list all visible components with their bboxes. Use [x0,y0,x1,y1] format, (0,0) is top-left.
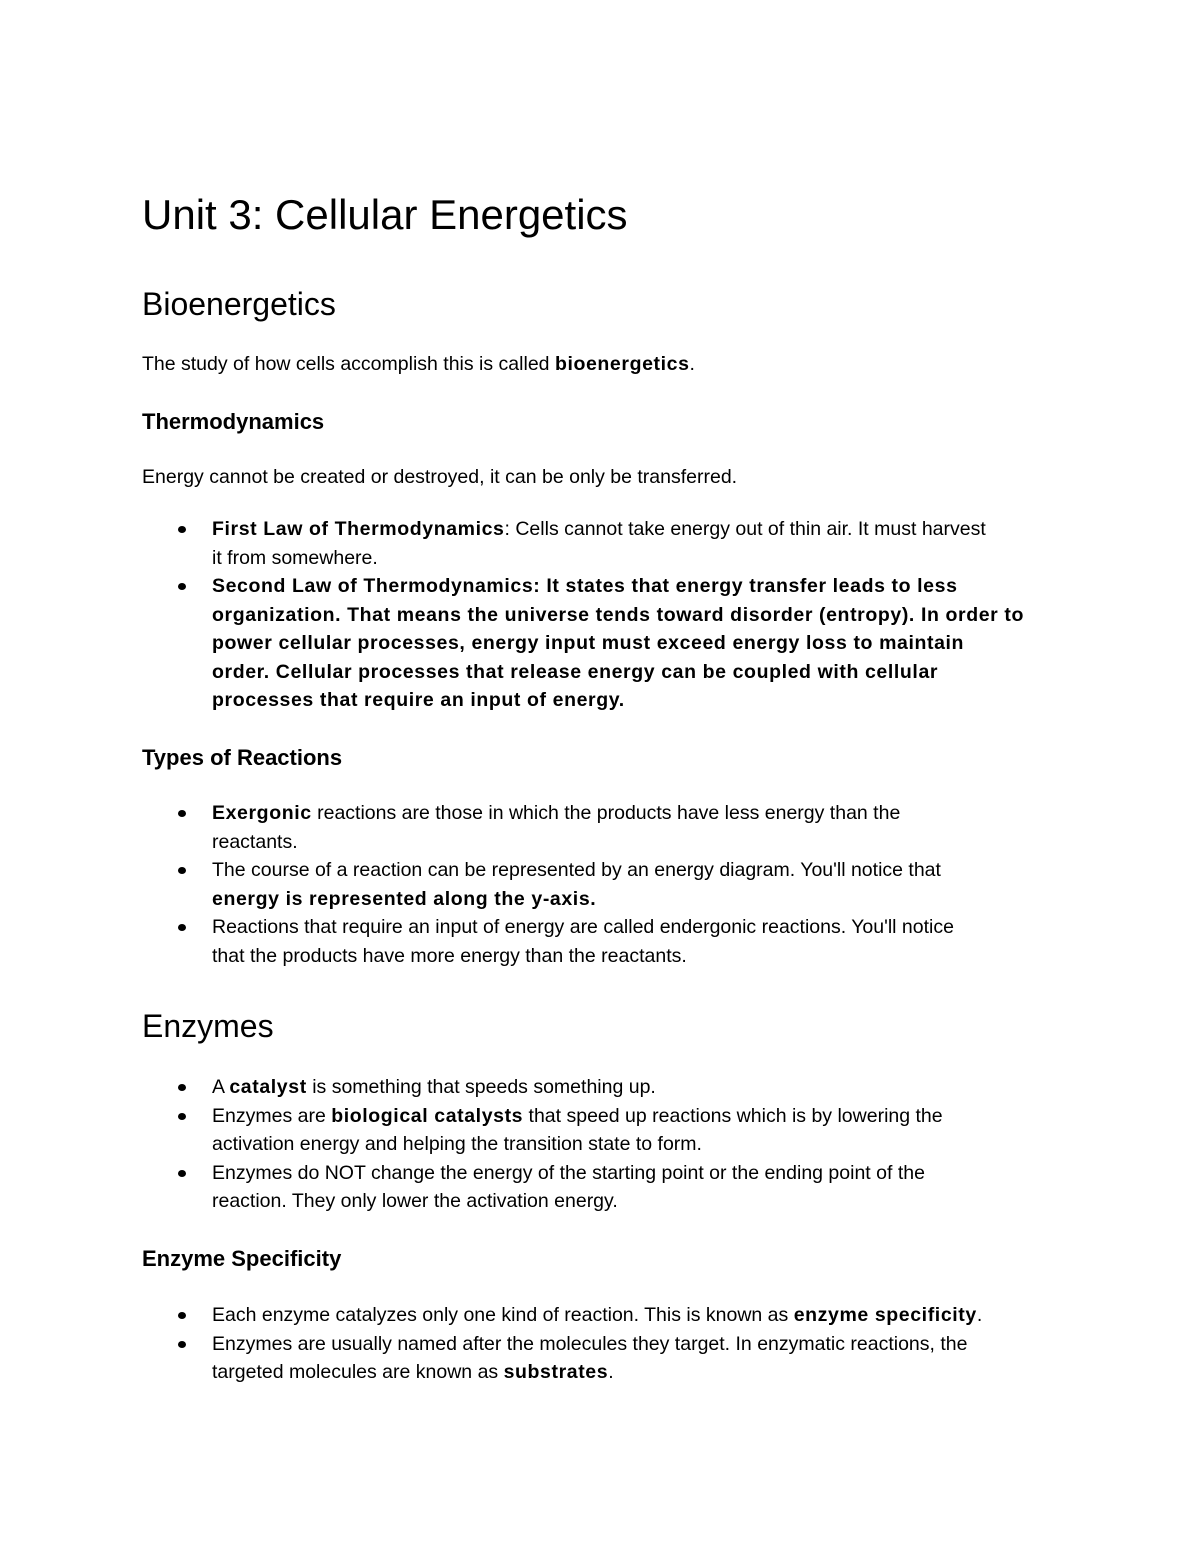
reactions-list [142,799,1062,970]
list-item-exergonic [142,799,1062,856]
one-kind-line [212,1301,1062,1330]
catalyst-pre: A [212,1076,230,1098]
bullet-icon [178,1341,186,1348]
biological-line-2: activation energy and helping the transition state to form. [212,1133,702,1155]
bullet-icon [178,924,186,931]
list-item-biological-catalysts [142,1102,1062,1159]
list-item-energy-diagram [142,856,1062,913]
first-law-text: : Cells cannot take energy out of thin air. It must harvest [504,518,986,540]
second-law-line-2: organization. That means the universe tends toward disorder (entropy). In order to [212,603,1024,626]
substrates-line-2 [212,1358,1062,1387]
heading-types-of-reactions: Types of Reactions [142,745,343,770]
enzymes-list [142,1073,1062,1216]
not-change-line-2: reaction. They only lower the activation energy. [212,1190,618,1212]
second-law-line-1: Second Law of Thermodynamics: It states that energy transfer leads to less [212,575,958,597]
first-law-line-2: it from somewhere. [212,546,378,569]
list-item-endergonic [142,913,1062,970]
substrates-pre: targeted molecules are known as [212,1361,504,1383]
exergonic-text: reactions are those in which the products have less energy than the [311,802,901,824]
biological-term: biological catalysts [331,1104,524,1127]
bioenergetics-text: The study of how cells accomplish this is called [142,353,555,375]
bullet-icon [178,1170,186,1177]
diagram-line-1: The course of a reaction can be represented by an energy diagram. You'll notice that [212,859,941,881]
list-item-substrates [142,1330,1062,1387]
bullet-icon [178,1312,186,1319]
endergonic-line-1: Reactions that require an input of energy are called endergonic reactions. You'll notice [212,916,954,938]
catalyst-term: catalyst [229,1076,307,1098]
heading-thermodynamics: Thermodynamics [142,409,325,434]
biological-line-1 [212,1102,1062,1131]
second-law-line-4: order. Cellular processes that release energy can be coupled with cellular [212,660,939,683]
bullet-icon [178,1084,186,1091]
bullet-icon [178,583,186,590]
one-kind-post: . [976,1304,983,1326]
substrates-line-1: Enzymes are usually named after the molecules they target. In enzymatic reactions, the [212,1332,968,1355]
bioenergetics-term: bioenergetics [554,353,690,375]
bullet-icon [178,810,186,817]
list-item-one-kind [142,1301,1062,1330]
bioenergetics-paragraph [142,350,695,379]
first-law-term: First Law of Thermodynamics [212,518,505,540]
bullet-icon [178,526,186,533]
bioenergetics-period: . [689,353,695,375]
bullet-icon [178,1113,186,1120]
one-kind-pre: Each enzyme catalyzes only one kind of reaction. This is known as [212,1304,794,1326]
heading-enzyme-specificity: Enzyme Specificity [142,1246,342,1271]
catalyst-post: is something that speeds something up. [306,1076,656,1098]
endergonic-line-2: that the products have more energy than the reactants. [212,944,687,967]
heading-bioenergetics: Bioenergetics [142,286,336,322]
diagram-line-2: energy is represented along the y-axis. [212,887,597,910]
first-law-line-1 [212,515,1062,544]
exergonic-line-2: reactants. [212,830,298,853]
substrates-post: . [608,1361,614,1383]
list-item-second-law [142,572,1062,715]
specificity-list [142,1301,1062,1387]
not-change-line-1: Enzymes do NOT change the energy of the starting point or the ending point of the [212,1161,925,1184]
one-kind-term: enzyme specificity [793,1304,977,1326]
biological-pre: Enzymes are [212,1104,332,1127]
substrates-term: substrates [503,1361,609,1383]
thermodynamics-paragraph: Energy cannot be created or destroyed, it can be only be transferred. [142,466,738,488]
biological-post: that speed up reactions which is by lowering the [523,1104,943,1127]
list-item-catalyst [142,1073,1062,1102]
list-item-not-change [142,1159,1062,1216]
exergonic-term: Exergonic [212,802,312,824]
second-law-line-5: processes that require an input of energy. [212,689,625,711]
catalyst-line [212,1073,1062,1102]
page-title: Unit 3: Cellular Energetics [142,191,628,238]
exergonic-line-1 [212,799,1062,828]
list-item-first-law [142,515,1062,572]
second-law-line-3: power cellular processes, energy input must exceed energy loss to maintain [212,632,965,654]
thermodynamics-list [142,515,1062,715]
bullet-icon [178,867,186,874]
heading-enzymes: Enzymes [142,1008,274,1044]
